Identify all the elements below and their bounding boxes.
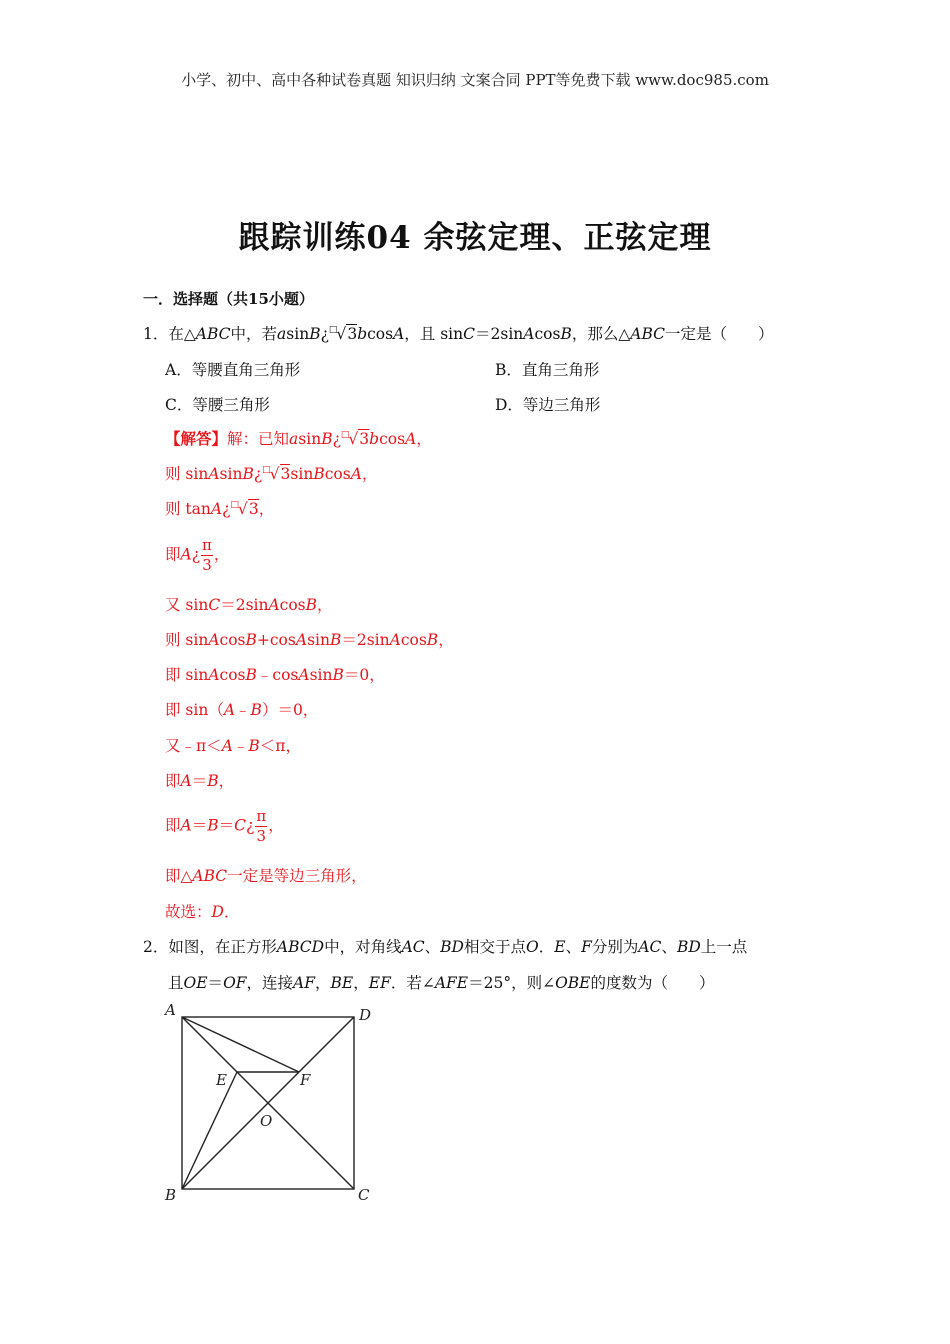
option-b: B．直角三角形 — [495, 361, 600, 379]
page-header: 小学、初中、高中各种试卷真题 知识归纳 文案合同 PPT等免费下载 www.doc985.com — [181, 71, 769, 89]
solution-line-1: 【解答】解：已知asinB¿□√3bcosA， — [165, 429, 432, 448]
option-c: C．等腰三角形 — [165, 396, 270, 414]
cube-root-3: □√3 — [328, 325, 358, 343]
solution-line-9: 又﹣π＜A﹣B＜π， — [165, 737, 301, 755]
question-1-stem: 1．在△ABC中，若asinB¿□√3bcosA，且 sinC＝2sinAcosB，那么△ABC一定是（ ） — [143, 325, 774, 343]
option-a: A．等腰直角三角形 — [165, 361, 301, 379]
page-title: 跟踪训练04 余弦定理、正弦定理 — [238, 220, 712, 256]
segment-be — [182, 1072, 237, 1189]
solution-line-3: 则 tanA¿□√3， — [165, 500, 275, 518]
solution-line-11: 即A＝B＝C¿ $\frac{\pi}{3}$ ， — [165, 807, 284, 845]
label-a: A — [165, 1001, 176, 1019]
solution-line-10: 即A＝B， — [165, 772, 235, 790]
question-2-line-2: 且OE＝OF，连接AF，BE，EF．若∠AFE＝25°，则∠OBE的度数为（ ） — [168, 974, 715, 992]
solution-line-8: 即 sin（A﹣B）＝0， — [165, 701, 319, 719]
solution-line-2: 则 sinAsinB¿□√3sinBcosA， — [165, 465, 378, 483]
solution-line-12: 即△ABC一定是等边三角形， — [165, 867, 367, 885]
fraction-pi-over-3: $\frac{\pi}{3}$ — [202, 536, 212, 574]
label-e: E — [216, 1071, 227, 1089]
square-diagram — [155, 1000, 385, 1210]
solution-line-6: 则 sinAcosB+cosAsinB＝2sinAcosB， — [165, 631, 454, 649]
segment-af — [182, 1017, 299, 1072]
solution-line-7: 即 sinAcosB﹣cosAsinB＝0， — [165, 666, 385, 684]
solution-line-5: 又 sinC＝2sinAcosB， — [165, 596, 333, 614]
option-d: D．等边三角形 — [495, 396, 601, 414]
label-d: D — [359, 1006, 372, 1024]
label-c: C — [358, 1186, 370, 1204]
solution-line-4: 即A¿ $\frac{\pi}{3}$ ， — [165, 536, 230, 574]
fraction-pi-over-3: $\frac{\pi}{3}$ — [256, 807, 267, 845]
label-o: O — [260, 1112, 273, 1130]
solution-line-13: 故选：D． — [165, 903, 240, 921]
label-f: F — [300, 1071, 311, 1089]
label-b: B — [165, 1186, 177, 1204]
question-2-line-1: 2．如图，在正方形ABCD中，对角线AC、BD相交于点O．E、F分别为AC、BD上一点 — [143, 938, 748, 956]
section-heading: 一．选择题（共15小题） — [143, 290, 314, 308]
